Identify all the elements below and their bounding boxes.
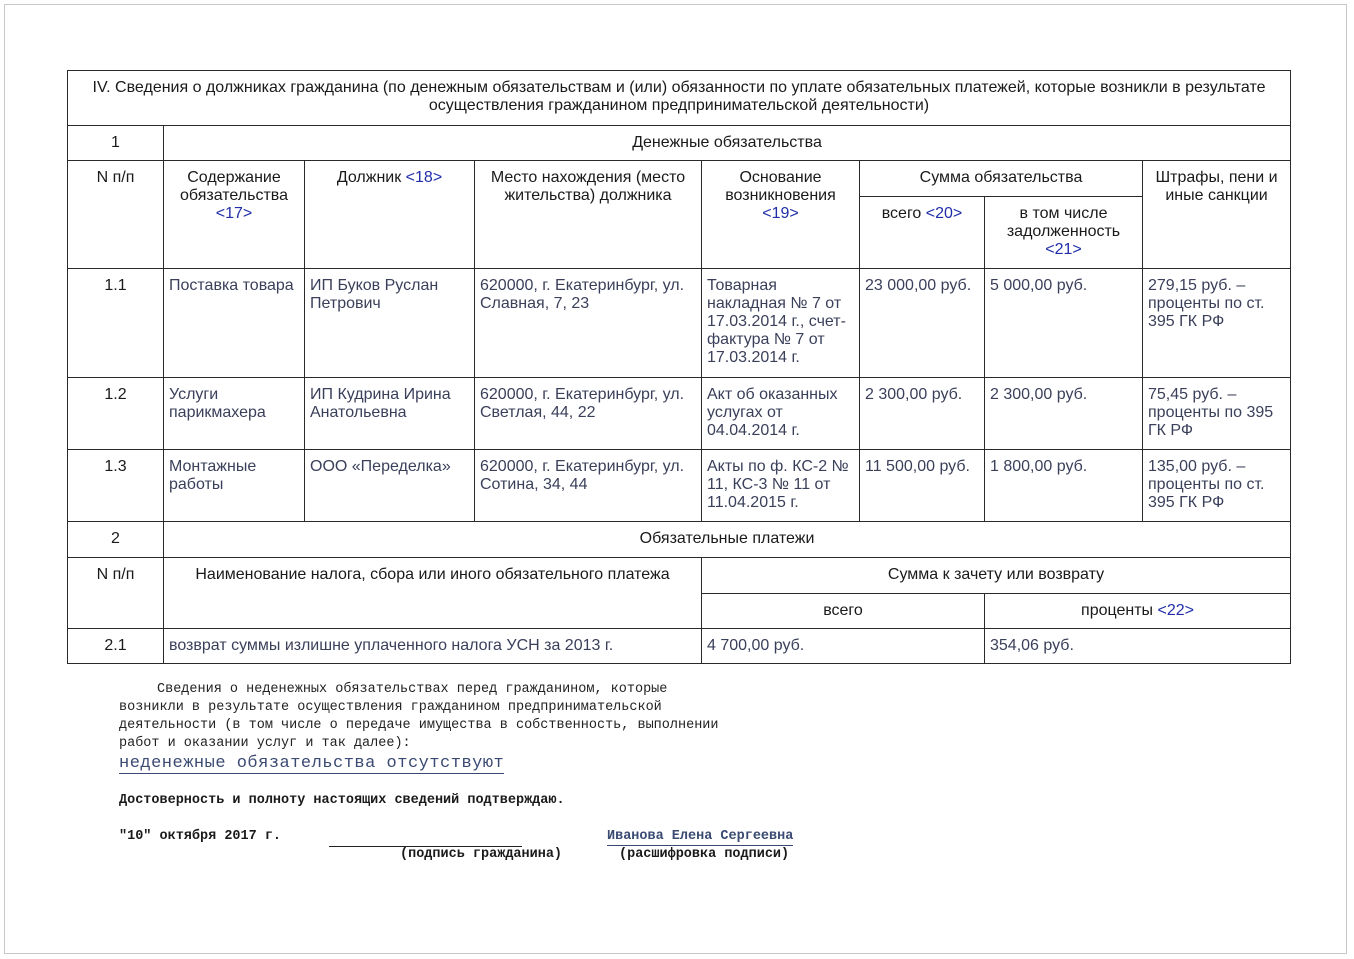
header-sum: Сумма обязательства (860, 161, 1143, 197)
header-total-label: всего (881, 205, 922, 222)
row-debt: 5 000,00 руб. (985, 269, 1143, 378)
section-title: IV. Сведения о должниках гражданина (по денежным обязательствам и (или) обязанности по уплате обязательных платежей, которые возникли в результате осуществления гражданином предпринимательской деятельности) (68, 71, 1291, 126)
part2-header-total: всего (702, 594, 985, 629)
header-fines: Штрафы, пени и иные санкции (1143, 161, 1291, 269)
part1-title: Денежные обязательства (164, 126, 1291, 161)
footnote-ref-21: <21> (1045, 241, 1082, 258)
table-row (68, 269, 1291, 378)
row-location: 620000, г. Екатеринбург, ул. Светлая, 44, 22 (475, 378, 702, 450)
row-debt: 2 300,00 руб. (985, 378, 1143, 450)
row-fines: 279,15 руб. – проценты по ст. 395 ГК РФ (1143, 269, 1291, 378)
header-total (860, 197, 985, 269)
row-fines: 135,00 руб. – проценты по ст. 395 ГК РФ (1143, 450, 1291, 522)
part2-title: Обязательные платежи (164, 522, 1291, 558)
row-content: Монтажные работы (164, 450, 305, 522)
header-content-label: Содержание обязательства (180, 169, 288, 204)
header-basis-label: Основание возникновения (725, 169, 836, 204)
row-num: 1.1 (68, 269, 164, 378)
signature-date: "10" октября 2017 г. (119, 829, 282, 844)
row-percent: 354,06 руб. (985, 629, 1291, 664)
part2-header-sum: Сумма к зачету или возврату (702, 558, 1291, 594)
row-debtor: ИП Буков Руслан Петрович (305, 269, 475, 378)
row-num: 1.3 (68, 450, 164, 522)
header-content (164, 161, 305, 269)
row-total: 11 500,00 руб. (860, 450, 985, 522)
header-debtor (305, 161, 475, 269)
row-total: 23 000,00 руб. (860, 269, 985, 378)
row-total: 4 700,00 руб. (702, 629, 985, 664)
row-basis: Акт об оказанных услугах от 04.04.2014 г. (702, 378, 860, 450)
header-debt-label: в том числе задолженность (1006, 205, 1121, 240)
part2-header-name: Наименование налога, сбора или иного обязательного платежа (164, 558, 702, 629)
row-total: 2 300,00 руб. (860, 378, 985, 450)
table-row (68, 378, 1291, 450)
footnote-ref-18: <18> (405, 169, 443, 186)
part1-number: 1 (68, 126, 164, 161)
notes-line: работ и оказании услуг и так далее): (119, 736, 411, 751)
debtors-table (67, 70, 1291, 664)
row-content: Услуги парикмахера (164, 378, 305, 450)
footnote-ref-19: <19> (762, 205, 799, 222)
header-basis (702, 161, 860, 269)
row-basis: Товарная накладная № 7 от 17.03.2014 г., счет-фактура № 7 от 17.03.2014 г. (702, 269, 860, 378)
non-monetary-notes (119, 681, 879, 774)
notes-line: деятельности (в том числе о передаче имущества в собственность, выполнении (119, 718, 719, 733)
notes-value: неденежные обязательства отсутствуют (119, 754, 505, 773)
row-debt: 1 800,00 руб. (985, 450, 1143, 522)
row-content: Поставка товара (164, 269, 305, 378)
footnote-ref-22: <22> (1157, 602, 1194, 619)
table-row (68, 629, 1291, 664)
footnote-ref-17: <17> (215, 205, 253, 222)
part2-number: 2 (68, 522, 164, 558)
header-debtor-label: Должник (336, 169, 402, 186)
row-location: 620000, г. Екатеринбург, ул. Славная, 7, 23 (475, 269, 702, 378)
row-num: 1.2 (68, 378, 164, 450)
table-row (68, 450, 1291, 522)
signer-name-caption: (расшифровка подписи) (619, 847, 790, 862)
signer-name: Иванова Елена Сергеевна (607, 829, 794, 844)
row-basis: Акты по ф. КС-2 № 11, КС-3 № 11 от 11.04.2015 г. (702, 450, 860, 522)
part2-header-percent-label: проценты (1081, 602, 1154, 619)
row-name: возврат суммы излишне уплаченного налога УСН за 2013 г. (164, 629, 702, 664)
row-num: 2.1 (68, 629, 164, 664)
signature-caption: (подпись гражданина) (400, 847, 563, 862)
row-fines: 75,45 руб. – проценты по 395 ГК РФ (1143, 378, 1291, 450)
footnote-ref-20: <20> (925, 205, 963, 222)
header-location: Место нахождения (место жительства) должника (475, 161, 702, 269)
header-num: N п/п (68, 161, 164, 269)
notes-line: возникли в результате осуществления гражданином предпринимательской (119, 700, 662, 715)
row-debtor: ИП Кудрина Ирина Анатольевна (305, 378, 475, 450)
row-location: 620000, г. Екатеринбург, ул. Сотина, 34, 44 (475, 450, 702, 522)
row-debtor: ООО «Переделка» (305, 450, 475, 522)
header-debt (985, 197, 1143, 269)
notes-line: Сведения о неденежных обязательствах перед гражданином, которые (157, 682, 668, 697)
part2-header-percent (985, 594, 1291, 629)
confirmation-text: Достоверность и полноту настоящих сведений подтверждаю. (119, 793, 565, 808)
part2-header-num: N п/п (68, 558, 164, 629)
